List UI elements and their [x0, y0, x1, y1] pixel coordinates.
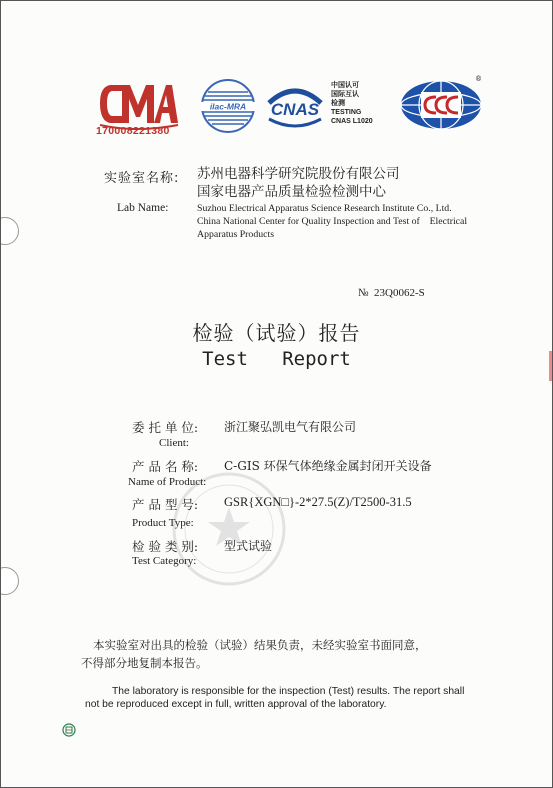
- client-label-cn: 委 托 单 位:: [132, 420, 199, 435]
- lab-name-en: [197, 202, 517, 241]
- test-category-label-en: Test Category:: [132, 555, 197, 567]
- client-label-en: Client:: [159, 437, 189, 449]
- notice-cn: [81, 636, 501, 672]
- cnas-caption-line: 国际互认: [331, 91, 359, 98]
- cnas-logo: [263, 83, 327, 129]
- lab-name-cn: [197, 165, 400, 201]
- cnas-caption: [331, 81, 373, 126]
- binder-hole-bottom: [0, 567, 19, 595]
- notice-cn-line2: 不得部分地复制本报告。: [81, 656, 208, 670]
- product-type-value: GSR{XGN□}-2*27.5(Z)/T2500-31.5: [224, 495, 412, 509]
- product-name-label-cn: 产 品 名 称:: [132, 459, 199, 474]
- cnas-caption-line: CNAS L1020: [331, 118, 373, 125]
- cnas-caption-line: TESTING: [331, 109, 362, 116]
- product-type-label-en: Product Type:: [132, 517, 194, 529]
- product-name-label-en: Name of Product:: [128, 476, 207, 488]
- registered-mark: ®: [475, 75, 482, 83]
- test-category-value: 型式试验: [224, 539, 273, 553]
- small-seal-icon: [62, 723, 76, 737]
- ilac-mra-logo: [199, 78, 257, 134]
- lab-name-en-line2: China National Center for Quality Inspection and Test of Electrical: [197, 216, 468, 227]
- lab-name-en-line1: Suzhou Electrical Apparatus Science Research Institute Co., Ltd.: [197, 203, 452, 214]
- title-en: Test Report: [202, 348, 351, 370]
- cnas-caption-line: 检测: [331, 100, 345, 107]
- binder-hole-top: [0, 217, 19, 245]
- ccc-logo: [399, 79, 483, 131]
- client-value: 浙江聚弘凯电气有限公司: [224, 420, 357, 434]
- cnas-text: CNAS: [270, 100, 320, 119]
- product-name-value: C-GIS 环保气体绝缘金属封闭开关设备: [224, 459, 432, 473]
- cnas-caption-line: 中国认可: [331, 82, 359, 89]
- lab-name-en-line3: Apparatus Products: [197, 229, 275, 240]
- notice-en: [85, 685, 505, 711]
- notice-cn-line1: 本实验室对出具的检验（试验）结果负责，未经实验室书面同意，: [93, 638, 427, 652]
- product-type-label-cn: 产 品 型 号:: [132, 497, 199, 512]
- ilac-mra-text: ilac-MRA: [209, 101, 247, 112]
- notice-en-line2: not be reproduced except in full, written approval of the laboratory.: [85, 699, 387, 710]
- cma-number: 170008221380: [96, 125, 170, 137]
- lab-name-label-en: Lab Name:: [117, 202, 169, 214]
- test-category-label-cn: 检 验 类 别:: [132, 539, 199, 554]
- lab-name-cn-line2: 国家电器产品质量检验检测中心: [197, 184, 386, 200]
- notice-en-line1: The laboratory is responsible for the inspection (Test) results. The report shall: [112, 686, 465, 697]
- title-cn: 检验（试验）报告: [192, 321, 361, 345]
- report-number: № 23Q0062-S: [358, 287, 425, 299]
- lab-name-label-cn: 实验室名称:: [104, 171, 180, 186]
- lab-name-cn-line1: 苏州电器科学研究院股份有限公司: [197, 166, 400, 182]
